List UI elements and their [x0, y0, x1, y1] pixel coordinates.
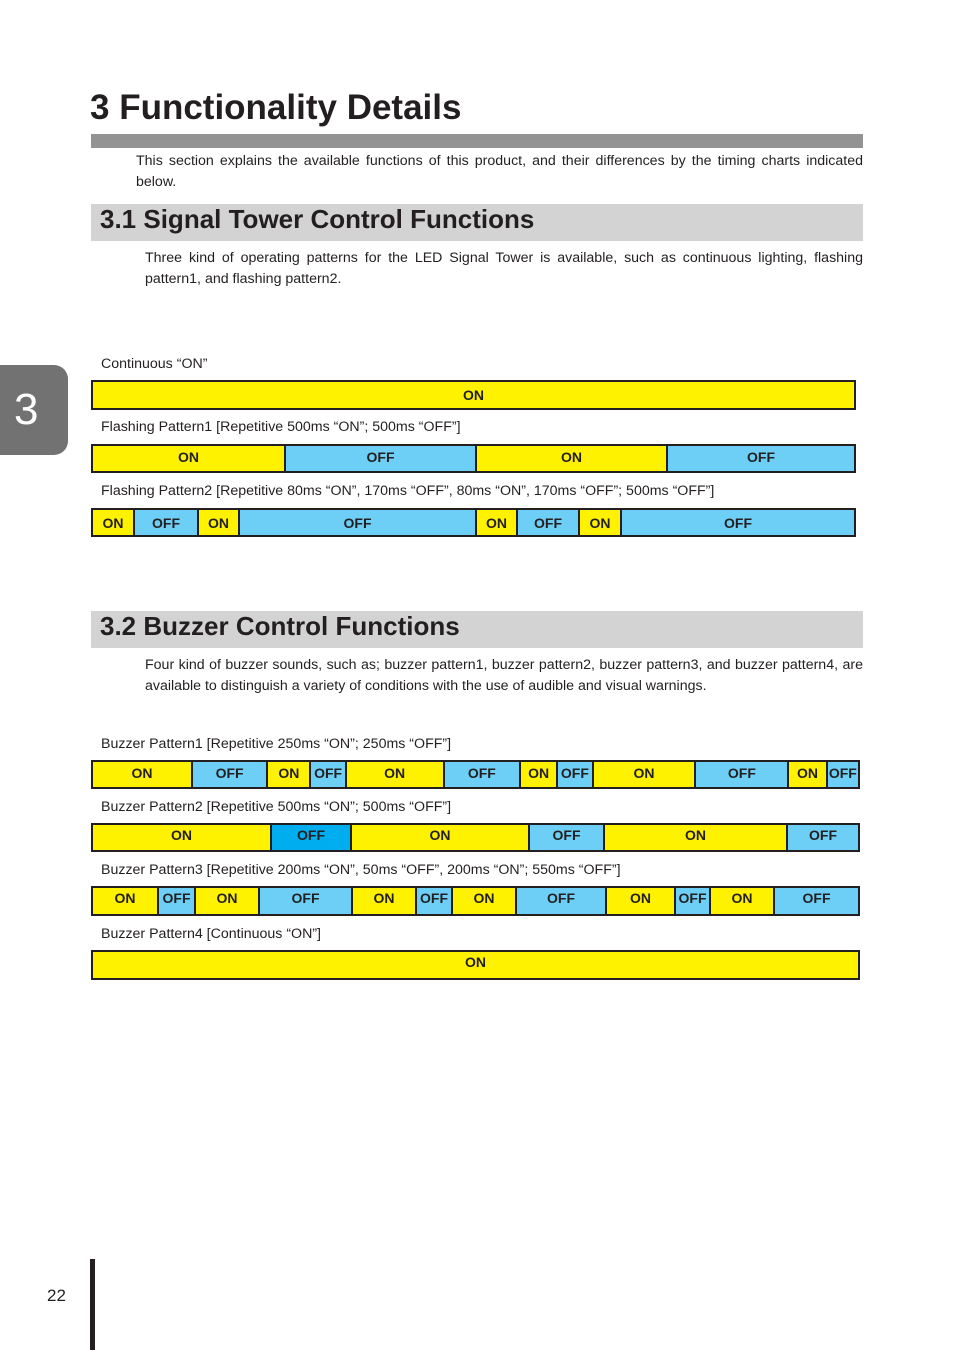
- section-description: Three kind of operating patterns for the LED Signal Tower is available, such as continuous lighting, flashing pattern1, and flashing pattern2.: [145, 250, 863, 287]
- timing-bar-buzzer-pattern3: [91, 886, 860, 916]
- segment-on: ON: [351, 888, 415, 914]
- intro-paragraph: This section explains the available functions of this product, and their differences by the timing charts indicated below.: [136, 153, 863, 190]
- segment-on: ON: [93, 510, 133, 535]
- segment-on: ON: [475, 446, 666, 471]
- chart-caption: Buzzer Pattern4 [Continuous “ON”]: [101, 926, 322, 942]
- segment-off: OFF: [516, 510, 578, 535]
- segment-on: ON: [93, 446, 284, 471]
- segment-off: OFF: [528, 825, 603, 850]
- segment-off: OFF: [238, 510, 475, 535]
- segment-off: OFF: [191, 762, 266, 787]
- page-number: 22: [47, 1286, 66, 1305]
- segment-on: ON: [345, 762, 443, 787]
- chapter-number: 3: [14, 385, 39, 434]
- segment-off: OFF: [133, 510, 197, 535]
- segment-off: OFF: [556, 762, 591, 787]
- segment-on: ON: [519, 762, 556, 787]
- segment-on: ON: [605, 888, 674, 914]
- segment-off: OFF: [309, 762, 344, 787]
- segment-on: ON: [592, 762, 695, 787]
- segment-on: ON: [93, 762, 191, 787]
- segment-off: OFF: [773, 888, 858, 914]
- segment-off: OFF: [786, 825, 858, 850]
- segment-off: OFF: [620, 510, 854, 535]
- section-header-buzzer: [91, 611, 863, 648]
- title-rule: [91, 134, 863, 148]
- segment-on: ON: [93, 825, 270, 850]
- segment-off: OFF: [284, 446, 475, 471]
- segment-off: OFF: [258, 888, 351, 914]
- timing-bar-flashing-pattern2: [91, 508, 856, 537]
- chart-caption: Flashing Pattern2 [Repetitive 80ms “ON”, 170ms “OFF”, 80ms “ON”, 170ms “OFF”; 500ms “OFF”]: [101, 483, 715, 499]
- segment-on: ON: [787, 762, 825, 787]
- timing-bar-buzzer-pattern2: [91, 823, 860, 852]
- segment-on: ON: [194, 888, 258, 914]
- segment-on: ON: [93, 382, 854, 408]
- page-margin-rule: [90, 1259, 95, 1350]
- chart-caption: Buzzer Pattern1 [Repetitive 250ms “ON”; 250ms “OFF”]: [101, 736, 452, 752]
- segment-off: OFF: [415, 888, 451, 914]
- page-title: 3 Functionality Details: [90, 88, 462, 127]
- chart-caption: Buzzer Pattern3 [Repetitive 200ms “ON”, 50ms “OFF”, 200ms “ON”; 550ms “OFF”]: [101, 862, 621, 878]
- segment-on: ON: [93, 952, 858, 978]
- chart-caption: Continuous “ON”: [101, 356, 208, 372]
- segment-on: ON: [350, 825, 528, 850]
- segment-on: ON: [475, 510, 516, 535]
- timing-bar-buzzer-pattern1: [91, 760, 860, 789]
- segment-off: OFF: [515, 888, 605, 914]
- chart-caption: Flashing Pattern1 [Repetitive 500ms “ON”; 500ms “OFF”]: [101, 419, 461, 435]
- segment-on: ON: [197, 510, 238, 535]
- chapter-tab: [0, 365, 68, 455]
- segment-on: ON: [578, 510, 620, 535]
- segment-off: OFF: [826, 762, 858, 787]
- segment-off: OFF: [443, 762, 519, 787]
- segment-off: OFF: [666, 446, 854, 471]
- timing-bar-continuous-on: [91, 380, 856, 410]
- section-title: 3.2 Buzzer Control Functions: [100, 611, 460, 641]
- segment-on: ON: [709, 888, 773, 914]
- segment-off: OFF: [157, 888, 194, 914]
- segment-on: ON: [451, 888, 515, 914]
- chart-caption: Buzzer Pattern2 [Repetitive 500ms “ON”; 500ms “OFF”]: [101, 799, 452, 815]
- section-description: Four kind of buzzer sounds, such as; buzzer pattern1, buzzer pattern2, buzzer pattern3, and buzzer pattern4, are available to distinguish a variety of conditions with the use of audible and visual warnings.: [145, 657, 863, 694]
- segment-on: ON: [93, 888, 157, 914]
- segment-on: ON: [266, 762, 309, 787]
- segment-off: OFF: [270, 825, 350, 850]
- segment-off: OFF: [694, 762, 787, 787]
- timing-bar-buzzer-pattern4: [91, 950, 860, 980]
- segment-on: ON: [603, 825, 786, 850]
- section-title: 3.1 Signal Tower Control Functions: [100, 204, 535, 234]
- section-header-signal-tower: [91, 204, 863, 241]
- segment-off: OFF: [674, 888, 709, 914]
- timing-bar-flashing-pattern1: [91, 444, 856, 473]
